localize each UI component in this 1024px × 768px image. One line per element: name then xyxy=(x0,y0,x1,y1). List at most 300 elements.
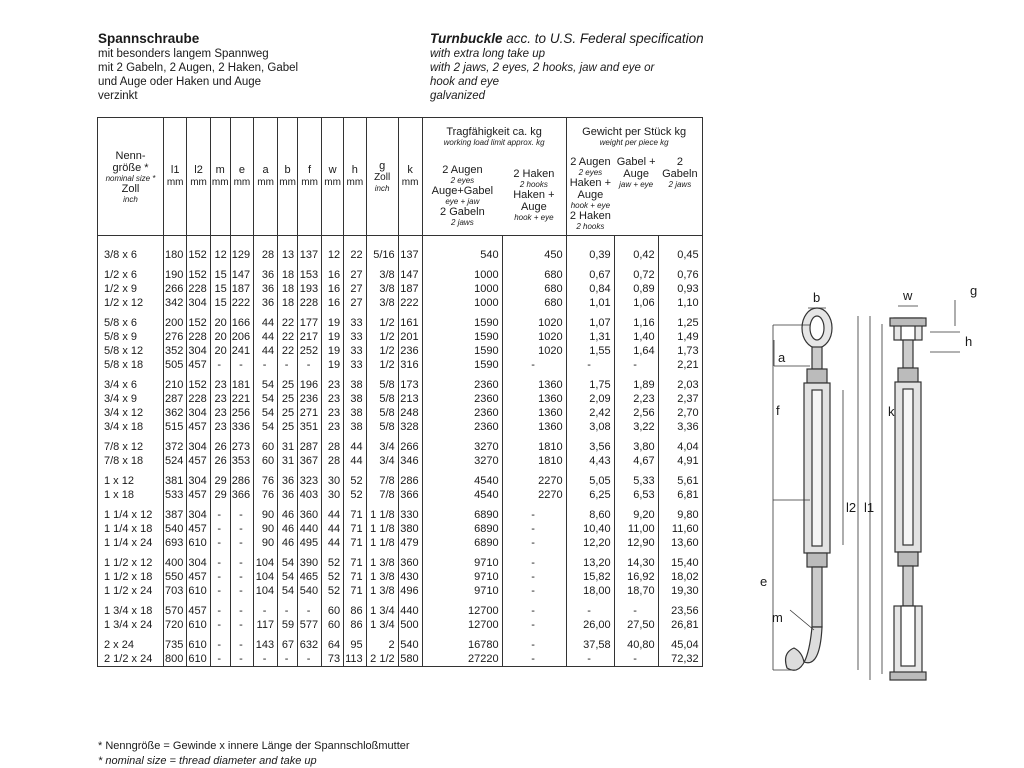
table-cell: 3,08 xyxy=(566,420,614,434)
table-cell: 37,58 xyxy=(566,638,614,652)
table-cell: 610 xyxy=(187,584,210,598)
table-cell: 27 xyxy=(344,268,367,282)
table-cell: 2,09 xyxy=(566,392,614,406)
col-header-wt-jaw-eye xyxy=(614,156,658,236)
desc-english-line: hook and eye xyxy=(430,76,500,88)
table-cell: 3/4 x 6 xyxy=(98,378,164,392)
table-cell: 236 xyxy=(298,392,322,406)
col-label: e xyxy=(238,164,245,176)
table-cell: 25 xyxy=(278,392,298,406)
table-cell: 4540 xyxy=(422,488,502,502)
table-row xyxy=(98,536,703,550)
table-cell: 36 xyxy=(278,488,298,502)
table-cell: 273 xyxy=(230,440,253,454)
dim-label-f: f xyxy=(776,403,780,418)
table-cell: 23 xyxy=(322,392,344,406)
table-cell: 1,10 xyxy=(658,296,702,310)
table-cell: 210 xyxy=(164,378,187,392)
table-cell: 1590 xyxy=(422,330,502,344)
col-header-wll-eyes-jaws xyxy=(422,156,502,236)
table-cell: 1 3/4 x 18 xyxy=(98,604,164,618)
table-cell: 3270 xyxy=(422,454,502,468)
table-cell: 10,40 xyxy=(566,522,614,536)
table-cell: 147 xyxy=(398,268,422,282)
table-cell: 5,61 xyxy=(658,474,702,488)
table-cell: 2270 xyxy=(502,488,566,502)
table-cell: - xyxy=(614,604,658,618)
col-header-w xyxy=(322,118,344,236)
col-group-wll xyxy=(422,118,566,156)
table-cell: 1/2 x 9 xyxy=(98,282,164,296)
table-cell: 7/8 xyxy=(366,488,398,502)
table-cell: 60 xyxy=(322,618,344,632)
desc-english-line: galvanized xyxy=(430,90,485,102)
table-cell: 28 xyxy=(322,440,344,454)
weight-title-en: weight per piece kg xyxy=(599,138,669,148)
table-cell: 387 xyxy=(164,508,187,522)
table-cell: 1/2 xyxy=(366,316,398,330)
table-cell: 54 xyxy=(278,584,298,598)
table-cell: 362 xyxy=(164,406,187,420)
table-cell: 23 xyxy=(322,406,344,420)
unit-label: mm xyxy=(401,177,419,188)
table-cell: - xyxy=(210,638,230,652)
table-cell: - xyxy=(502,638,566,652)
table-cell: 19 xyxy=(322,316,344,330)
table-cell: 540 xyxy=(164,522,187,536)
table-cell: - xyxy=(502,618,566,632)
table-cell: 457 xyxy=(187,570,210,584)
table-cell: 1/2 xyxy=(366,330,398,344)
table-cell: 44 xyxy=(322,536,344,550)
desc-german-line: mit besonders langem Spannweg xyxy=(98,48,269,60)
table-cell: 71 xyxy=(344,570,367,584)
table-cell: 500 xyxy=(398,618,422,632)
table-cell: 3/4 x 9 xyxy=(98,392,164,406)
table-cell: 44 xyxy=(254,344,278,358)
table-cell: 6890 xyxy=(422,536,502,550)
table-cell: 1000 xyxy=(422,268,502,282)
table-cell: 104 xyxy=(254,570,278,584)
table-cell: 351 xyxy=(298,420,322,434)
footnote-english: * nominal size = thread diameter and take up xyxy=(98,755,317,767)
table-cell: - xyxy=(210,618,230,632)
table-cell: 266 xyxy=(164,282,187,296)
table-cell: 44 xyxy=(322,508,344,522)
table-cell: - xyxy=(614,652,658,667)
size-header-line: Zoll xyxy=(121,182,140,195)
table-cell: - xyxy=(230,638,253,652)
desc-german-line: mit 2 Gabeln, 2 Augen, 2 Haken, Gabel xyxy=(98,62,299,74)
table-cell: 152 xyxy=(187,378,210,392)
table-cell: 71 xyxy=(344,584,367,598)
dim-label-a: a xyxy=(778,350,786,365)
col-header-wll-hooks xyxy=(502,156,566,236)
size-header-line: inch xyxy=(123,194,138,204)
dim-label-w: w xyxy=(903,288,913,303)
table-cell: 95 xyxy=(344,638,367,652)
table-cell: 1 1/8 xyxy=(366,508,398,522)
sub-header-line: 2 Haken xyxy=(513,168,555,181)
table-cell: 31 xyxy=(278,440,298,454)
col-label: b xyxy=(284,164,291,176)
table-row xyxy=(98,392,703,406)
table-cell: 1000 xyxy=(422,282,502,296)
table-cell: 1,89 xyxy=(614,378,658,392)
table-cell: 3,36 xyxy=(658,420,702,434)
table-cell: - xyxy=(210,522,230,536)
table-cell: 5/8 x 12 xyxy=(98,344,164,358)
table-cell: 372 xyxy=(164,440,187,454)
table-cell: 201 xyxy=(398,330,422,344)
table-cell: 450 xyxy=(502,236,566,263)
col-header-wt-jaws xyxy=(658,156,702,236)
table-cell: 221 xyxy=(230,392,253,406)
table-cell: 11,60 xyxy=(658,522,702,536)
table-cell: 400 xyxy=(164,556,187,570)
weight-title: Gewicht per Stück kg xyxy=(582,126,687,139)
col-label: h xyxy=(351,164,358,176)
sub-header-line: Gabel + xyxy=(616,155,656,168)
table-cell: 16780 xyxy=(422,638,502,652)
table-cell: - xyxy=(210,584,230,598)
table-cell: 3/8 xyxy=(366,296,398,310)
table-row xyxy=(98,440,703,454)
table-cell: 38 xyxy=(344,406,367,420)
table-row xyxy=(98,406,703,420)
table-cell: 33 xyxy=(344,344,367,358)
table-cell: 25 xyxy=(278,378,298,392)
table-cell: 54 xyxy=(254,406,278,420)
table-cell: 2 x 24 xyxy=(98,638,164,652)
table-cell: 353 xyxy=(230,454,253,468)
table-cell: 390 xyxy=(298,556,322,570)
table-cell: 13,60 xyxy=(658,536,702,550)
table-cell: 540 xyxy=(422,236,502,263)
table-cell: 680 xyxy=(502,282,566,296)
table-cell: 1 1/2 x 24 xyxy=(98,584,164,598)
table-cell: 193 xyxy=(298,282,322,296)
table-cell: - xyxy=(566,358,614,372)
sub-header-line: 2 eyes xyxy=(578,167,603,177)
table-row xyxy=(98,378,703,392)
table-cell: 440 xyxy=(398,604,422,618)
table-cell: 18 xyxy=(278,296,298,310)
table-cell: - xyxy=(210,652,230,667)
table-cell: 64 xyxy=(322,638,344,652)
col-header-h xyxy=(344,118,367,236)
table-cell: 54 xyxy=(254,378,278,392)
unit-label: mm xyxy=(211,177,229,188)
table-cell: 304 xyxy=(187,474,210,488)
table-cell: 59 xyxy=(278,618,298,632)
table-cell: 22 xyxy=(278,344,298,358)
table-cell: 7/8 xyxy=(366,474,398,488)
table-cell: 0,45 xyxy=(658,236,702,263)
table-cell: 0,67 xyxy=(566,268,614,282)
table-cell: 286 xyxy=(398,474,422,488)
table-cell: 632 xyxy=(298,638,322,652)
table-cell: 19,30 xyxy=(658,584,702,598)
table-cell: 287 xyxy=(164,392,187,406)
table-cell: 5/8 xyxy=(366,392,398,406)
table-cell: 22 xyxy=(278,330,298,344)
col-header-k xyxy=(398,118,422,236)
table-cell: 9,20 xyxy=(614,508,658,522)
table-cell: 129 xyxy=(230,236,253,263)
table-cell: 1 1/4 x 18 xyxy=(98,522,164,536)
table-cell: 1360 xyxy=(502,420,566,434)
table-cell: 137 xyxy=(298,236,322,263)
table-cell: 430 xyxy=(398,570,422,584)
turnbuckle-hook-eye xyxy=(786,308,832,670)
col-header-g xyxy=(366,118,398,236)
table-cell: 6,81 xyxy=(658,488,702,502)
table-cell: 9710 xyxy=(422,556,502,570)
table-cell: 316 xyxy=(398,358,422,372)
table-cell: 457 xyxy=(187,358,210,372)
table-cell: 1,75 xyxy=(566,378,614,392)
table-cell: 40,80 xyxy=(614,638,658,652)
title-english-rest: acc. to U.S. Federal specification xyxy=(506,31,704,46)
table-cell: - xyxy=(502,556,566,570)
table-cell: 366 xyxy=(230,488,253,502)
table-cell: 15,82 xyxy=(566,570,614,584)
table-cell: 200 xyxy=(164,316,187,330)
table-cell: 680 xyxy=(502,268,566,282)
table-cell: - xyxy=(210,508,230,522)
table-cell: 7/8 x 12 xyxy=(98,440,164,454)
table-cell: 703 xyxy=(164,584,187,598)
table-cell: 228 xyxy=(298,296,322,310)
table-cell: 2,70 xyxy=(658,406,702,420)
table-cell: 5,33 xyxy=(614,474,658,488)
table-cell: 152 xyxy=(187,316,210,330)
table-cell: 323 xyxy=(298,474,322,488)
table-cell: 336 xyxy=(230,420,253,434)
table-cell: 1/2 x 6 xyxy=(98,268,164,282)
table-cell: 228 xyxy=(187,282,210,296)
col-header-b xyxy=(278,118,298,236)
table-cell: 22 xyxy=(278,316,298,330)
table-cell: 2,21 xyxy=(658,358,702,372)
header-german xyxy=(98,32,418,103)
table-cell: 152 xyxy=(187,268,210,282)
table-cell: 457 xyxy=(187,488,210,502)
table-cell: 381 xyxy=(164,474,187,488)
table-cell: 496 xyxy=(398,584,422,598)
col-header-l1 xyxy=(164,118,187,236)
table-cell: 52 xyxy=(322,556,344,570)
table-cell: 352 xyxy=(164,344,187,358)
table-cell: 44 xyxy=(254,330,278,344)
table-cell: - xyxy=(502,652,566,667)
table-cell: 60 xyxy=(254,454,278,468)
table-cell: 31 xyxy=(278,454,298,468)
unit-label: mm xyxy=(190,177,207,188)
table-cell: 222 xyxy=(230,296,253,310)
table-cell: 3/8 x 6 xyxy=(98,236,164,263)
table-cell: 1 3/4 x 24 xyxy=(98,618,164,632)
table-cell: 73 xyxy=(322,652,344,667)
unit-label: mm xyxy=(257,177,274,188)
sub-header-line: Auge xyxy=(521,201,547,214)
table-cell: 550 xyxy=(164,570,187,584)
table-cell: 67 xyxy=(278,638,298,652)
header-english xyxy=(430,32,760,103)
table-cell: 800 xyxy=(164,652,187,667)
table-row xyxy=(98,652,703,667)
table-cell: - xyxy=(230,652,253,667)
sub-header-line: 2 jaws xyxy=(668,179,692,189)
table-row xyxy=(98,344,703,358)
table-cell: 29 xyxy=(210,488,230,502)
table-cell: 1,25 xyxy=(658,316,702,330)
table-cell: 1360 xyxy=(502,392,566,406)
table-cell: 23 xyxy=(322,378,344,392)
table-cell: 366 xyxy=(398,488,422,502)
table-cell: 0,93 xyxy=(658,282,702,296)
table-cell: - xyxy=(502,584,566,598)
table-cell: - xyxy=(566,604,614,618)
table-cell: 180 xyxy=(164,236,187,263)
table-cell: 304 xyxy=(187,406,210,420)
table-cell: 9710 xyxy=(422,570,502,584)
col-label: l1 xyxy=(170,164,180,176)
table-cell: 222 xyxy=(398,296,422,310)
table-cell: 11,00 xyxy=(614,522,658,536)
sub-header-line: 2 jaws xyxy=(451,217,474,227)
table-cell: 3,22 xyxy=(614,420,658,434)
table-cell: - xyxy=(210,604,230,618)
table-cell: 90 xyxy=(254,508,278,522)
unit-label: mm xyxy=(166,177,184,188)
size-header-line: Nenn- xyxy=(115,149,146,162)
dim-label-m: m xyxy=(772,610,783,625)
table-cell: 5/16 xyxy=(366,236,398,263)
footnote-german: * Nenngröße = Gewinde x innere Länge der Spannschloßmutter xyxy=(98,740,410,752)
table-cell: 22 xyxy=(344,236,367,263)
table-row xyxy=(98,330,703,344)
table-cell: 515 xyxy=(164,420,187,434)
table-cell: 2360 xyxy=(422,392,502,406)
table-cell: 29 xyxy=(210,474,230,488)
desc-english-line: with extra long take up xyxy=(430,48,546,60)
table-cell: 36 xyxy=(254,268,278,282)
table-cell: 15 xyxy=(210,296,230,310)
size-header-line: größe * xyxy=(112,161,149,174)
table-cell: 196 xyxy=(298,378,322,392)
sub-header-line: Auge xyxy=(577,188,604,201)
table-cell: 3/4 x 18 xyxy=(98,420,164,434)
col-header-size xyxy=(98,118,164,236)
table-cell: 2,23 xyxy=(614,392,658,406)
table-cell: 5/8 x 9 xyxy=(98,330,164,344)
table-cell: 1590 xyxy=(422,344,502,358)
table-cell: 15,40 xyxy=(658,556,702,570)
table-cell: 1020 xyxy=(502,330,566,344)
table-cell: 177 xyxy=(298,316,322,330)
table-cell: 6,25 xyxy=(566,488,614,502)
table-cell: 23 xyxy=(210,392,230,406)
table-cell: 3/4 x 12 xyxy=(98,406,164,420)
table-cell: 1 3/4 xyxy=(366,618,398,632)
table-cell: 52 xyxy=(322,584,344,598)
table-cell: 1 x 18 xyxy=(98,488,164,502)
table-cell: - xyxy=(502,570,566,584)
table-cell: - xyxy=(230,618,253,632)
col-header-l2 xyxy=(187,118,210,236)
table-cell: 33 xyxy=(344,358,367,372)
table-cell: 117 xyxy=(254,618,278,632)
table-cell: 71 xyxy=(344,556,367,570)
table-cell: 6,53 xyxy=(614,488,658,502)
table-cell: - xyxy=(210,536,230,550)
table-cell: 5/8 xyxy=(366,420,398,434)
table-cell: - xyxy=(210,570,230,584)
table-cell: - xyxy=(230,536,253,550)
table-cell: 610 xyxy=(187,652,210,667)
turnbuckle-jaw-jaw xyxy=(890,318,926,680)
table-cell: 104 xyxy=(254,584,278,598)
table-cell: 18,00 xyxy=(566,584,614,598)
table-cell: 3,80 xyxy=(614,440,658,454)
table-cell: 304 xyxy=(187,296,210,310)
table-cell: 213 xyxy=(398,392,422,406)
table-cell: 2,03 xyxy=(658,378,702,392)
table-cell: - xyxy=(230,508,253,522)
table-cell: 0,39 xyxy=(566,236,614,263)
table-cell: 16 xyxy=(322,282,344,296)
unit-label: mm xyxy=(301,177,318,188)
table-cell: 1/2 xyxy=(366,344,398,358)
table-cell: 104 xyxy=(254,556,278,570)
table-cell: 304 xyxy=(187,440,210,454)
turnbuckle-spec-table xyxy=(97,117,703,667)
table-cell: 4540 xyxy=(422,474,502,488)
table-cell: 71 xyxy=(344,522,367,536)
table-cell: 27 xyxy=(344,296,367,310)
sub-header-line: 2 Augen xyxy=(442,163,483,176)
table-cell: 1 3/8 xyxy=(366,556,398,570)
table-cell: 1 1/2 x 18 xyxy=(98,570,164,584)
table-row xyxy=(98,584,703,598)
table-cell: 5/8 x 18 xyxy=(98,358,164,372)
table-cell: 4,04 xyxy=(658,440,702,454)
table-cell: 36 xyxy=(254,296,278,310)
table-cell: 680 xyxy=(502,296,566,310)
table-cell: 206 xyxy=(230,330,253,344)
table-cell: 2360 xyxy=(422,420,502,434)
table-cell: 27 xyxy=(344,282,367,296)
table-cell: - xyxy=(566,652,614,667)
table-cell: 19 xyxy=(322,358,344,372)
col-label: k xyxy=(407,164,413,176)
unit-label: Zoll xyxy=(374,172,391,183)
table-cell: 14,30 xyxy=(614,556,658,570)
table-cell: 86 xyxy=(344,604,367,618)
table-cell: 1 3/8 xyxy=(366,570,398,584)
table-cell: 16 xyxy=(322,268,344,282)
table-cell: 60 xyxy=(254,440,278,454)
table-cell: 54 xyxy=(254,420,278,434)
table-cell: 20 xyxy=(210,330,230,344)
table-cell: 23 xyxy=(210,378,230,392)
table-cell: 137 xyxy=(398,236,422,263)
table-cell: - xyxy=(254,652,278,667)
desc-english-line: with 2 jaws, 2 eyes, 2 hooks, jaw and eye or xyxy=(430,62,655,74)
table-cell: 54 xyxy=(278,556,298,570)
